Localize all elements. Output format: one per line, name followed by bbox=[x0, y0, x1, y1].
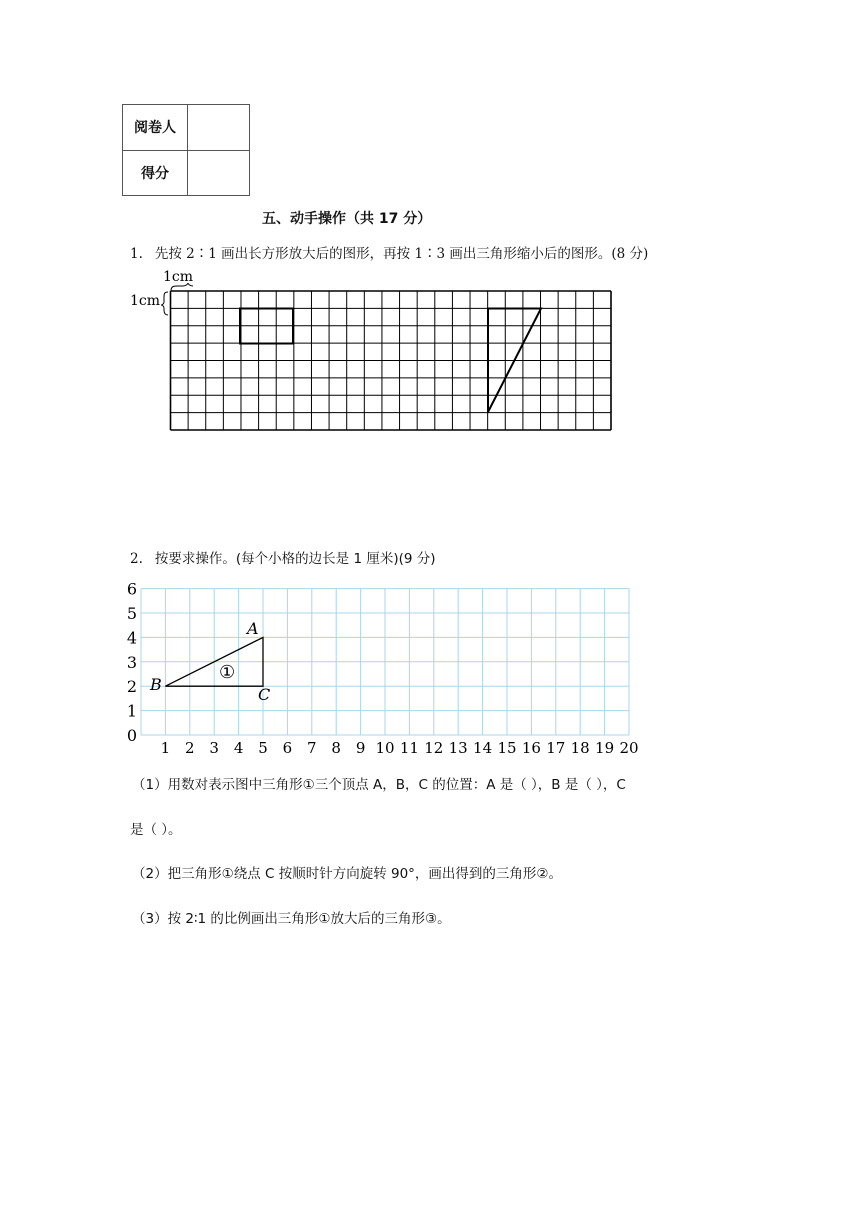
x-tick-label: 5 bbox=[258, 739, 268, 757]
x-tick-label: 7 bbox=[307, 739, 317, 757]
score-label: 得分 bbox=[123, 150, 188, 196]
x-tick-label: 4 bbox=[233, 739, 244, 757]
question-2-sub-2: （2）把三角形①绕点 C 按顺时针方向旋转 90°，画出得到的三角形②。 bbox=[132, 866, 563, 882]
y-tick-label: 2 bbox=[126, 677, 137, 697]
y-tick-label: 6 bbox=[126, 579, 137, 599]
x-tick-label: 8 bbox=[331, 739, 341, 757]
y-tick-label: 5 bbox=[126, 604, 137, 623]
question-1-text: 先按 2∶1 画出长方形放大后的图形，再按 1∶3 画出三角形缩小后的图形。(8 分) bbox=[154, 246, 649, 262]
x-tick-label: 14 bbox=[473, 739, 493, 757]
x-tick-label: 15 bbox=[497, 739, 517, 757]
x-tick-label: 3 bbox=[209, 739, 219, 757]
vertex-a-label: A bbox=[247, 619, 259, 638]
x-tick-label: 19 bbox=[595, 739, 615, 757]
x-tick-label: 16 bbox=[521, 739, 541, 757]
question-2-number: 2. bbox=[130, 551, 143, 567]
x-tick-label: 11 bbox=[399, 739, 419, 757]
unit-left-brace bbox=[161, 292, 168, 315]
section-title: 五、动手操作（共 17 分） bbox=[262, 211, 432, 227]
x-tick-labels bbox=[161, 739, 639, 757]
x-tick-label: 9 bbox=[355, 739, 366, 757]
x-tick-label: 2 bbox=[185, 739, 195, 757]
question-2-text: 按要求操作。(每个小格的边长是 1 厘米)(9 分) bbox=[154, 551, 436, 567]
question-2 bbox=[130, 547, 436, 567]
x-tick-label: 1 bbox=[160, 739, 171, 757]
question-2-sub-1-line-2: 是（ ）。 bbox=[130, 822, 182, 838]
vertex-b-label: B bbox=[150, 675, 162, 694]
x-tick-label: 6 bbox=[282, 739, 293, 757]
y-tick-labels bbox=[127, 580, 137, 745]
unit-top-label: 1cm bbox=[163, 269, 194, 285]
vertex-c-label: C bbox=[258, 685, 271, 704]
y-tick-label: 3 bbox=[126, 652, 137, 672]
y-tick-label: 1 bbox=[126, 701, 137, 721]
question-1-grid bbox=[171, 291, 612, 430]
question-2-sub-3: （3）按 2∶1 的比例画出三角形①放大后的三角形③。 bbox=[132, 911, 451, 927]
question-1-number: 1. bbox=[130, 246, 143, 262]
y-tick-label: 4 bbox=[126, 628, 137, 648]
x-tick-label: 17 bbox=[546, 739, 566, 757]
question-2-sub-1-line-1: （1）用数对表示图中三角形①三个顶点 A，B，C 的位置：A 是（ ），B 是（ ），C bbox=[132, 777, 626, 793]
triangle-1-label: ① bbox=[219, 662, 236, 683]
x-tick-label: 20 bbox=[619, 739, 639, 757]
unit-left-label: 1cm bbox=[130, 293, 161, 309]
x-tick-label: 18 bbox=[570, 739, 590, 757]
x-tick-label: 13 bbox=[448, 739, 468, 757]
reviewer-label: 阅卷人 bbox=[123, 105, 188, 151]
x-tick-label: 12 bbox=[424, 739, 444, 757]
x-tick-label: 10 bbox=[375, 739, 395, 757]
y-tick-label: 0 bbox=[126, 726, 137, 745]
